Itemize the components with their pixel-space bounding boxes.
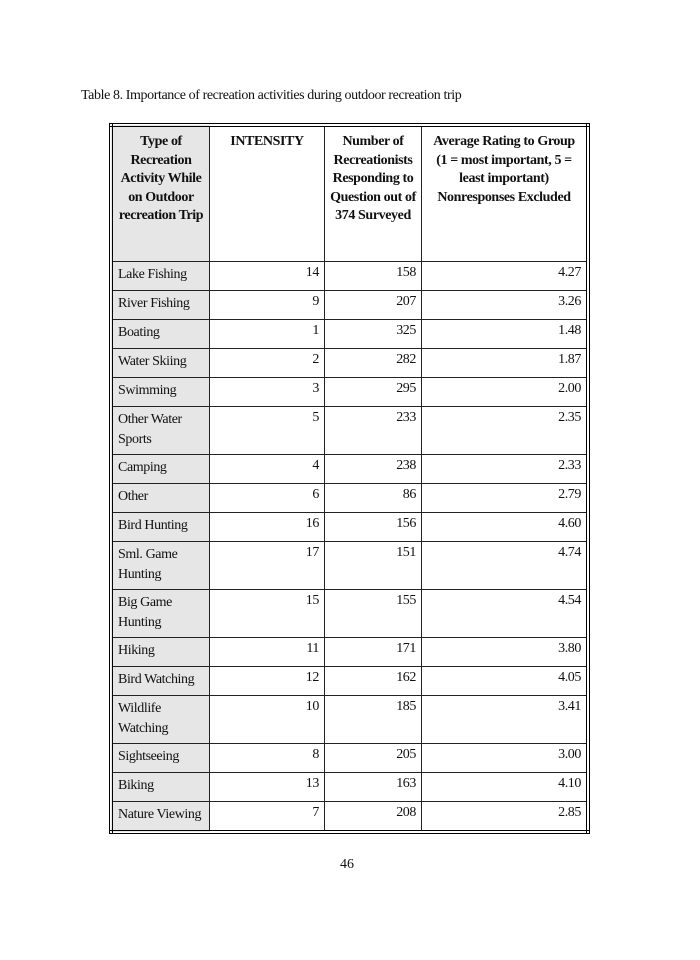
cell-intensity: 9 bbox=[210, 291, 325, 320]
cell-activity: Other bbox=[111, 484, 210, 513]
cell-number: 151 bbox=[325, 542, 422, 590]
cell-intensity: 3 bbox=[210, 378, 325, 407]
cell-activity: Biking bbox=[111, 773, 210, 802]
cell-intensity: 13 bbox=[210, 773, 325, 802]
table-row bbox=[111, 291, 588, 320]
cell-rating: 2.00 bbox=[422, 378, 589, 407]
cell-intensity: 7 bbox=[210, 802, 325, 833]
cell-number: 163 bbox=[325, 773, 422, 802]
table-row bbox=[111, 378, 588, 407]
cell-intensity: 2 bbox=[210, 349, 325, 378]
table-row bbox=[111, 773, 588, 802]
cell-rating: 2.33 bbox=[422, 455, 589, 484]
cell-rating: 4.05 bbox=[422, 667, 589, 696]
header-activity: Type of Recreation Activity While on Outdoor recreation Trip bbox=[111, 125, 210, 262]
cell-rating: 1.48 bbox=[422, 320, 589, 349]
table-row bbox=[111, 696, 588, 744]
cell-number: 185 bbox=[325, 696, 422, 744]
cell-activity: Big Game Hunting bbox=[111, 590, 210, 638]
cell-intensity: 15 bbox=[210, 590, 325, 638]
page-number: 46 bbox=[340, 857, 354, 872]
cell-activity: Bird Hunting bbox=[111, 513, 210, 542]
cell-activity: Sml. Game Hunting bbox=[111, 542, 210, 590]
cell-activity: Bird Watching bbox=[111, 667, 210, 696]
recreation-activities-table bbox=[109, 123, 590, 834]
cell-number: 238 bbox=[325, 455, 422, 484]
cell-intensity: 6 bbox=[210, 484, 325, 513]
table-row bbox=[111, 802, 588, 833]
cell-number: 207 bbox=[325, 291, 422, 320]
cell-rating: 2.85 bbox=[422, 802, 589, 833]
cell-number: 208 bbox=[325, 802, 422, 833]
table-row bbox=[111, 542, 588, 590]
cell-rating: 1.87 bbox=[422, 349, 589, 378]
cell-activity: Camping bbox=[111, 455, 210, 484]
cell-number: 282 bbox=[325, 349, 422, 378]
cell-intensity: 12 bbox=[210, 667, 325, 696]
cell-activity: Other Water Sports bbox=[111, 407, 210, 455]
cell-intensity: 17 bbox=[210, 542, 325, 590]
table-row bbox=[111, 638, 588, 667]
cell-rating: 3.80 bbox=[422, 638, 589, 667]
cell-number: 86 bbox=[325, 484, 422, 513]
cell-number: 325 bbox=[325, 320, 422, 349]
table-row bbox=[111, 484, 588, 513]
table-row bbox=[111, 349, 588, 378]
table-row bbox=[111, 407, 588, 455]
cell-activity: Sightseeing bbox=[111, 744, 210, 773]
cell-activity: Wildlife Watching bbox=[111, 696, 210, 744]
table-row bbox=[111, 513, 588, 542]
cell-rating: 3.41 bbox=[422, 696, 589, 744]
table-header-row bbox=[111, 125, 588, 262]
cell-intensity: 11 bbox=[210, 638, 325, 667]
header-number: Number of Recreationists Responding to Question out of 374 Surveyed bbox=[325, 125, 422, 262]
cell-rating: 2.35 bbox=[422, 407, 589, 455]
header-rating: Average Rating to Group (1 = most important, 5 = least important) Nonresponses Excluded bbox=[422, 125, 589, 262]
cell-rating: 4.10 bbox=[422, 773, 589, 802]
cell-number: 156 bbox=[325, 513, 422, 542]
cell-rating: 4.60 bbox=[422, 513, 589, 542]
cell-intensity: 10 bbox=[210, 696, 325, 744]
cell-intensity: 1 bbox=[210, 320, 325, 349]
cell-intensity: 5 bbox=[210, 407, 325, 455]
cell-activity: Hiking bbox=[111, 638, 210, 667]
cell-intensity: 14 bbox=[210, 262, 325, 291]
cell-number: 295 bbox=[325, 378, 422, 407]
cell-intensity: 16 bbox=[210, 513, 325, 542]
cell-number: 155 bbox=[325, 590, 422, 638]
table-row bbox=[111, 744, 588, 773]
cell-rating: 3.26 bbox=[422, 291, 589, 320]
cell-number: 162 bbox=[325, 667, 422, 696]
cell-number: 171 bbox=[325, 638, 422, 667]
table-caption: Table 8. Importance of recreation activities during outdoor recreation trip bbox=[81, 88, 462, 103]
table-row bbox=[111, 667, 588, 696]
cell-activity: Boating bbox=[111, 320, 210, 349]
cell-rating: 4.54 bbox=[422, 590, 589, 638]
cell-number: 233 bbox=[325, 407, 422, 455]
table-row bbox=[111, 320, 588, 349]
table-row bbox=[111, 590, 588, 638]
header-intensity: INTENSITY bbox=[210, 125, 325, 262]
cell-number: 205 bbox=[325, 744, 422, 773]
cell-intensity: 8 bbox=[210, 744, 325, 773]
cell-activity: Water Skiing bbox=[111, 349, 210, 378]
table-row bbox=[111, 455, 588, 484]
cell-rating: 2.79 bbox=[422, 484, 589, 513]
cell-activity: Lake Fishing bbox=[111, 262, 210, 291]
cell-activity: River Fishing bbox=[111, 291, 210, 320]
cell-rating: 3.00 bbox=[422, 744, 589, 773]
cell-intensity: 4 bbox=[210, 455, 325, 484]
cell-rating: 4.27 bbox=[422, 262, 589, 291]
cell-rating: 4.74 bbox=[422, 542, 589, 590]
table-row bbox=[111, 262, 588, 291]
cell-activity: Nature Viewing bbox=[111, 802, 210, 833]
cell-activity: Swimming bbox=[111, 378, 210, 407]
cell-number: 158 bbox=[325, 262, 422, 291]
